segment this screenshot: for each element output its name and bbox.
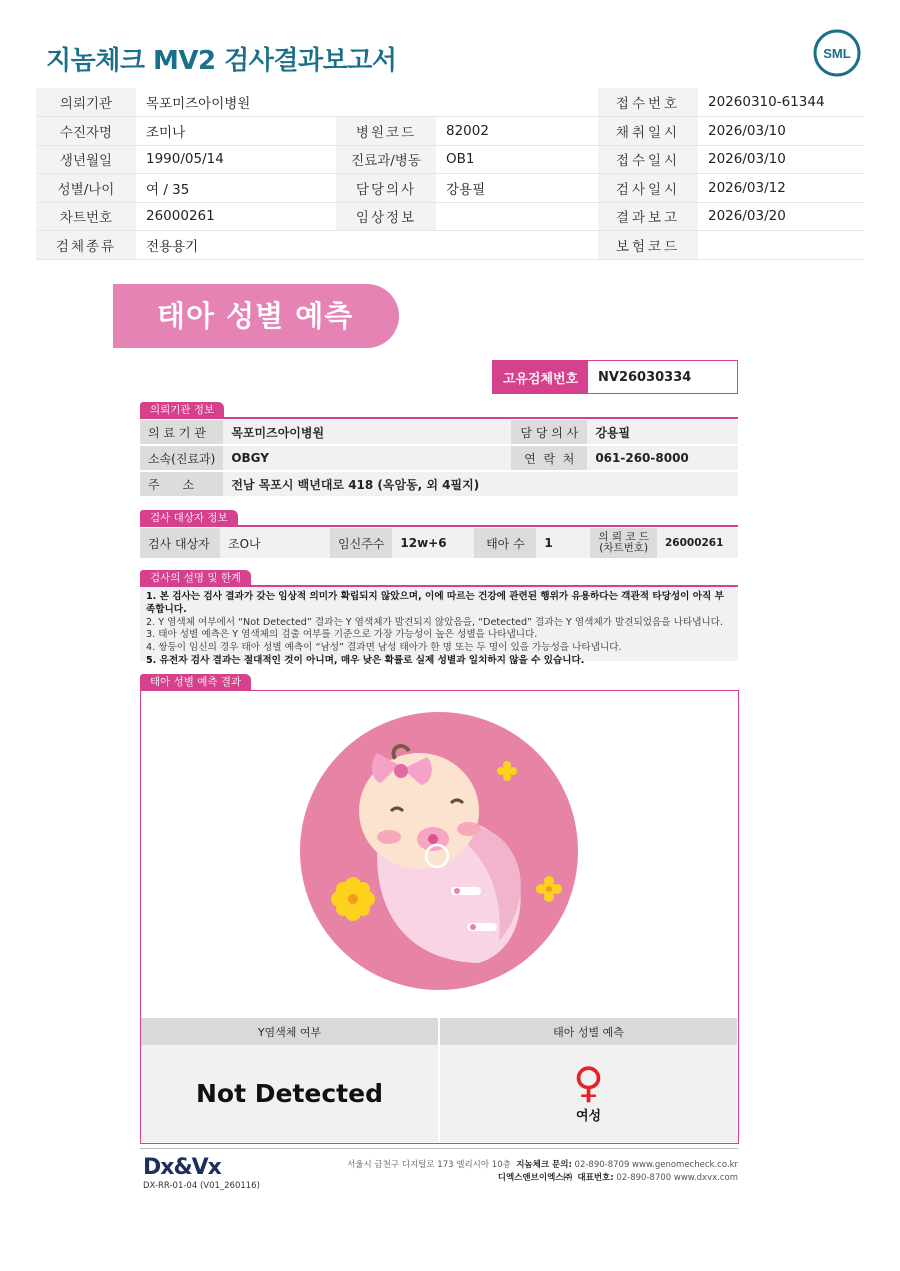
- value-clinical-info: [436, 202, 598, 231]
- label-birth-date: 생년월일: [36, 145, 136, 174]
- label-department: 진료과/병동: [336, 145, 436, 174]
- value-gestational-weeks: 12w+6: [392, 528, 474, 558]
- institution-table: [140, 418, 738, 498]
- value-hospital-code: 82002: [436, 117, 598, 146]
- value-birth-date: 1990/05/14: [136, 145, 336, 174]
- label-sex-age: 성별/나이: [36, 174, 136, 203]
- value-receipt-date: 2026/03/10: [698, 145, 864, 174]
- label-affiliation: 소속(진료과): [140, 446, 223, 470]
- label-receipt-date: 접수일시: [598, 145, 698, 174]
- label-receipt-no: 접수번호: [598, 88, 698, 117]
- subject-table: [140, 526, 738, 560]
- section-tab-explanation: 검사의 설명 및 한계: [140, 570, 251, 586]
- value-department: OB1: [436, 145, 598, 174]
- sex-label: 여성: [575, 1109, 602, 1124]
- section-tab-subject: 검사 대상자 정보: [140, 510, 238, 526]
- label-collection-date: 채취일시: [598, 117, 698, 146]
- label-hospital-code: 병원코드: [336, 117, 436, 146]
- rep-contact-label: 대표번호:: [577, 1173, 614, 1183]
- label-clinical-info: 임상정보: [336, 202, 436, 231]
- value-report-date: 2026/03/20: [698, 202, 864, 231]
- note-item: 5. 유전자 검사 결과는 절대적인 것이 아니며, 매우 낮은 확률로 실제 성별과 일치하지 않을 수 있습니다.: [146, 654, 585, 666]
- label-patient-name: 수진자명: [36, 117, 136, 146]
- label-insurance-code: 보험코드: [598, 231, 698, 260]
- company-name: 디엑스앤브이엑스㈜: [497, 1173, 572, 1183]
- footer-company-line: [498, 1171, 738, 1183]
- value-doctor: 강용필: [436, 174, 598, 203]
- value-specimen-type: 전용용기: [136, 231, 598, 260]
- label-address: 주 소: [140, 472, 223, 496]
- label-doctor-in-charge: 담 당 의 사: [511, 420, 587, 444]
- patient-info-table: [36, 88, 864, 260]
- section-tab-result: 태아 성별 예측 결과: [140, 674, 251, 690]
- value-subject: 조O나: [220, 528, 330, 558]
- footer-divider: [140, 1148, 738, 1149]
- rep-contact: 02-890-8700 www.dxvx.com: [616, 1173, 738, 1183]
- value-address: 전남 목포시 백년대로 418 (옥암동, 외 4필지): [223, 472, 738, 496]
- value-chart-no: 26000261: [136, 202, 336, 231]
- female-symbol-icon: ♀: [573, 1058, 604, 1107]
- value-receipt-no: 20260310-61344: [698, 88, 864, 117]
- baby-girl-illustration: [299, 711, 579, 991]
- document-code: DX-RR-01-04 (V01_260116): [143, 1181, 260, 1191]
- logo-text: SML: [823, 46, 851, 61]
- value-request-code: 26000261: [657, 528, 738, 558]
- value-institution: 목포미즈아이병원: [136, 88, 598, 117]
- unique-id-label: 고유검체번호: [493, 361, 588, 393]
- value-test-date: 2026/03/12: [698, 174, 864, 203]
- label-chart-number: (차트번호): [599, 542, 649, 554]
- value-patient-name: 조미나: [136, 117, 336, 146]
- note-item: 3. 태아 성별 예측은 Y 염색체의 검출 여부를 기준으로 가장 가능성이 높은 성별을 나타냅니다.: [146, 629, 538, 641]
- result-body: [141, 1045, 737, 1142]
- result-box: [140, 690, 739, 1144]
- value-affiliation: OBGY: [223, 446, 511, 470]
- label-report-date: 결과보고: [598, 202, 698, 231]
- footer-address: 서울시 금천구 디지털로 173 엘리시아 10층: [347, 1160, 511, 1170]
- value-hospital: 목포미즈아이병원: [223, 420, 511, 444]
- header-y-chromosome: Y염색체 여부: [257, 1025, 322, 1039]
- value-collection-date: 2026/03/10: [698, 117, 864, 146]
- page-title: 지놈체크 MV2 검사결과보고서: [46, 46, 397, 76]
- note-item: 1. 본 검사는 검사 결과가 갖는 임상적 의미가 확립되지 않았으며, 이에 따르는 건강에 관련된 행위가 유용하다는 객관적 타당성이 아직 부족합니다.: [146, 591, 724, 615]
- value-fetus-count: 1: [536, 528, 590, 558]
- dxvx-logo: Dx&Vx: [143, 1155, 221, 1180]
- header-sex-prediction: 태아 성별 예측: [438, 1018, 737, 1045]
- label-chart-no: 차트번호: [36, 202, 136, 231]
- footer-address-line: [347, 1158, 738, 1170]
- note-item: 2. Y 염색체 여부에서 “Not Detected” 결과는 Y 염색체가 발견되지 않았음을, “Detected” 결과는 Y 염색체가 발견되었음을 나타냅니다.: [146, 616, 723, 628]
- label-contact: 연 락 처: [511, 446, 587, 470]
- value-doctor-in-charge: 강용필: [587, 420, 738, 444]
- result-header: [141, 1018, 737, 1045]
- label-specimen-type: 검체종류: [36, 231, 136, 260]
- y-chromosome-result: Not Detected: [196, 1079, 383, 1108]
- note-item: 4. 쌍둥이 임신의 경우 태아 성별 예측이 “남성” 결과면 남성 태아가 한 명 또는 두 명이 있을 가능성을 나타냅니다.: [146, 642, 622, 654]
- sex-prediction-result: [438, 1045, 737, 1142]
- unique-specimen-id: [492, 360, 738, 394]
- label-hospital: 의 료 기 관: [140, 420, 223, 444]
- value-contact: 061-260-8000: [587, 446, 738, 470]
- unique-id-value: NV26030334: [598, 369, 692, 385]
- label-test-date: 검사일시: [598, 174, 698, 203]
- section-banner: 태아 성별 예측: [113, 284, 399, 348]
- label-request-code: 의 뢰 코 드: [598, 531, 649, 543]
- label-fetus-count: 태아 수: [474, 528, 536, 558]
- sml-logo: [812, 28, 862, 78]
- label-subject: 검사 대상자: [140, 528, 220, 558]
- value-sex-age: 여 / 35: [136, 174, 336, 203]
- label-institution: 의뢰기관: [36, 88, 136, 117]
- explanation-notes: [140, 587, 738, 666]
- label-doctor: 담당의사: [336, 174, 436, 203]
- label-gestational-weeks: 임신주수: [330, 528, 392, 558]
- genome-contact-label: 지놈체크 문의:: [516, 1160, 572, 1170]
- genome-contact: 02-890-8709 www.genomecheck.co.kr: [574, 1160, 738, 1170]
- value-insurance-code: [698, 231, 864, 260]
- section-tab-institution: 의뢰기관 정보: [140, 402, 224, 418]
